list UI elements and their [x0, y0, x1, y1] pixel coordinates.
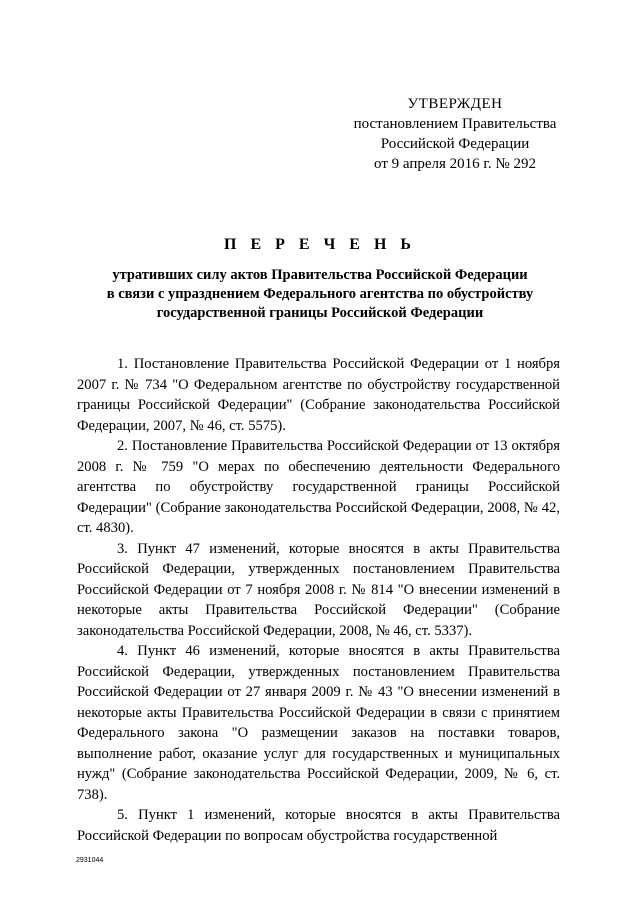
approval-stamp — [330, 94, 580, 174]
list-item: 5. Пункт 1 изменений, которые вносятся в акты Правительства Российской Федерации по вопросам обустройства государственной — [77, 807, 560, 844]
document-body — [77, 354, 560, 846]
subtitle-line: государственной границы Российской Федерации — [156, 305, 484, 321]
list-item: 1. Постановление Правительства Российской Федерации от 1 ноября 2007 г. № 734 "О Федеральном агентстве по обустройству государственной границы Российской Федерации" (Собрание законодательства Российской Федерации, 2007, № 46, ст. 5575). — [77, 356, 560, 434]
document-code: 2931044 — [76, 857, 104, 864]
approval-line: Российской Федерации — [380, 136, 530, 152]
subtitle-line: в связи с упразднением Федерального агентства по обустройству — [106, 286, 534, 302]
approval-line: постановлением Правительства — [353, 116, 557, 132]
approval-date: от 9 апреля 2016 г. № 292 — [374, 156, 536, 172]
subtitle-line: утративших силу актов Правительства Российской Федерации — [112, 267, 528, 283]
list-item: 2. Постановление Правительства Российской Федерации от 13 октября 2008 г. № 759 "О мерах по обеспечению деятельности Федерального агентства по обустройству государственной границы Российской Федерации" (Собрание законодательства Российской Федерации, 2008, № 42, ст. 4830). — [77, 438, 560, 536]
document-subtitle — [60, 266, 580, 323]
list-item: 3. Пункт 47 изменений, которые вносятся в акты Правительства Российской Федерации, утвержденных постановлением Правительства Российской Федерации от 7 ноября 2008 г. № 814 "О внесении изменений в некоторые акты Правительства Российской Федерации" (Собрание законодательства Российской Федерации, 2008, № 46, ст. 5337). — [77, 540, 560, 639]
list-item: 4. Пункт 46 изменений, которые вносятся в акты Правительства Российской Федерации, утвержденных постановлением Правительства Российской Федерации от 27 января 2009 г. № 43 "О внесении изменений в некоторые акты Правительства Российской Федерации в связи с принятием Федерального закона "О размещении заказов на поставки товаров, выполнение работ, оказание услуг для государственных и муниципальных нужд" (Собрание законодательства Российской Федерации, 2009, № 6, ст. 738). — [77, 643, 560, 803]
document-title: П Е Р Е Ч Е Н Ь — [224, 236, 416, 253]
approval-heading: УТВЕРЖДЕН — [407, 96, 503, 112]
